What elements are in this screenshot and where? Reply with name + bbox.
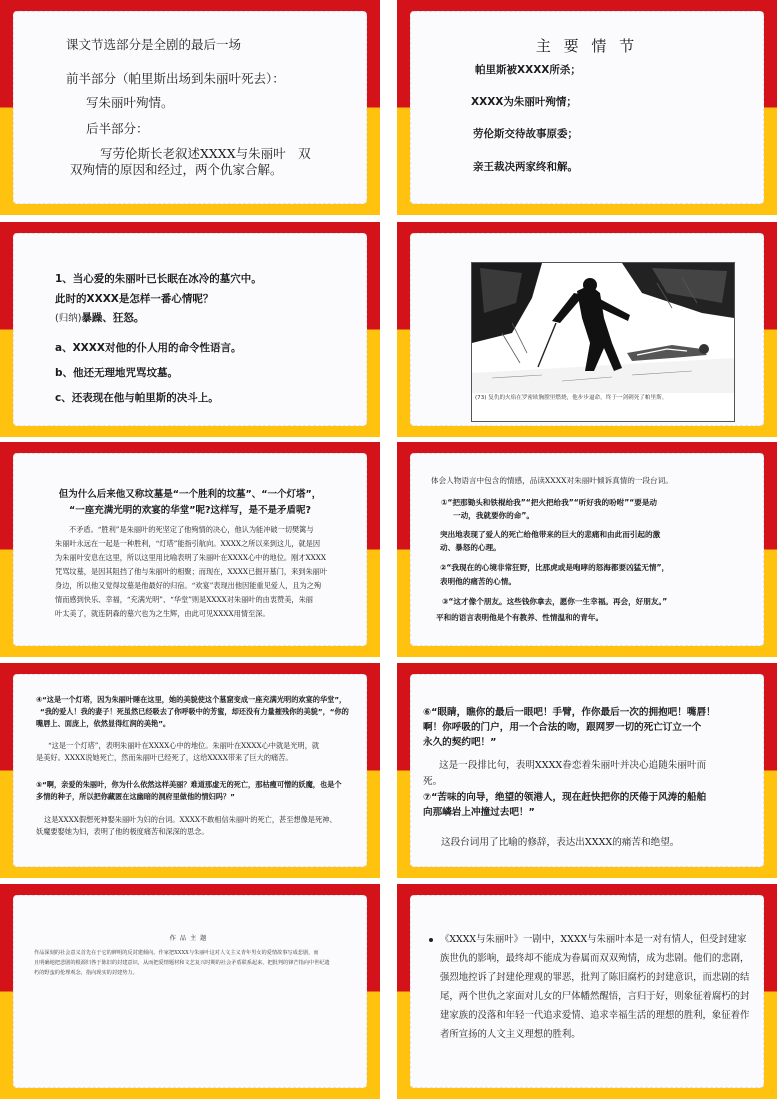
point-b: b、他还无理地咒骂坟墓。	[55, 367, 179, 379]
quote-1-line-1: ①“把那锄头和铁棍给我”“把火把给我”“听好我的吩咐”“要是动	[441, 498, 658, 507]
slide-6	[397, 442, 777, 657]
explanation-4-line-2: 是美好。XXXX说她死亡，然而朱丽叶已经死了，这给XXXX带来了巨大的痛苦。	[36, 753, 293, 762]
conclusion-line-3: 强烈地控诉了封建伦理观的罪恶，批判了陈旧腐朽的封建意识，而悲剧的结	[440, 972, 750, 983]
point-a: a、XXXX对他的仆人用的命令性语言。	[55, 342, 242, 354]
slide-3	[0, 222, 380, 437]
quote-7-line-1: ⑦“苦味的向导，绝望的领港人，现在赶快把你的厌倦于风涛的船舶	[423, 792, 707, 803]
slide-8-card	[410, 674, 764, 867]
bullet-dot	[429, 938, 433, 942]
plot-item-3: 劳伦斯交待故事原委；	[473, 128, 578, 140]
slide-10	[397, 884, 777, 1099]
quote-3: ③“这才像个朋友。这些钱你拿去，愿你一生幸福。再会，好朋友。”	[442, 597, 668, 606]
plot-item-1: 帕里斯被XXXX所杀；	[475, 64, 581, 76]
duel-illustration	[471, 262, 735, 422]
answer-prefix: (归纳)	[55, 313, 82, 324]
explanation-5-line-1: 这是XXXX假想死神娶朱丽叶为妇的台词。XXXX不敢相信朱丽叶的死亡，甚至想像是死神、	[44, 815, 337, 824]
explanation-1-line-1: 突出地表现了爱人的死亡给他带来的巨大的悲痛和由此而引起的激	[440, 530, 661, 539]
explanation-4-line-1: “这是一个灯塔”，表明朱丽叶在XXXX心中的地位。朱丽叶在XXXX心中就是光明，就	[48, 741, 320, 750]
slide-4	[397, 222, 777, 437]
conclusion-line-5: 建家族的没落和年轻一代追求爱情、追求幸福生活的理想的胜利，象征着作	[440, 1010, 750, 1021]
quote-7-line-2: 向那嶙岩上冲撞过去吧！”	[423, 807, 535, 818]
theme-heading: 作品主题	[169, 935, 211, 942]
illustration-caption: (73) 复仇的火焰在罗密欧胸膛里燃烧，他步步逼命，终于一剑刺死了帕里斯。	[475, 395, 668, 401]
quote-6-line-3: 永久的契约吧！”	[423, 737, 497, 748]
slide-5	[0, 442, 380, 657]
conclusion-line-2: 族世仇的影响，最终却不能成为眷属而双双殉情，成为悲剧。他们的悲剧，	[440, 953, 750, 964]
slide-9-card	[13, 895, 367, 1088]
quote-2: ②“我现在的心境非常狂野，比那虎或是咆哮的怒海都要凶猛无情”，	[440, 563, 670, 572]
answer-text: 暴躁、狂怒。	[81, 312, 145, 324]
quote-4-line-2: “我的爱人！我的妻子！死虽然已经吸去了你呼吸中的芳蜜，却还没有力量摧残你的美貌”，“你的	[40, 707, 349, 716]
conclusion-line-1: 《XXXX与朱丽叶》一剧中，XXXX与朱丽叶本是一对有情人，但受封建家	[440, 934, 747, 945]
slide-1-line-1: 课文节选部分是全剧的最后一场	[66, 37, 242, 52]
slide-1-line-4: 后半部分：	[86, 121, 149, 136]
plot-item-4: 亲王裁决两家终和解。	[473, 161, 578, 173]
analysis-line-1: 不矛盾。“胜利”是朱丽叶的死坚定了他殉情的决心，他认为能冲破一切樊篱与	[69, 525, 314, 534]
slide-1-line-2: 前半部分（帕里斯出场到朱丽叶死去）：	[66, 71, 285, 86]
slide-1-line-5: 写劳伦斯长老叙述XXXX与朱丽叶 双	[100, 146, 311, 161]
slide-1-line-3: 写朱丽叶殉情。	[86, 95, 174, 110]
explanation-1-line-2: 动、暴怒的心理。	[440, 543, 501, 552]
theme-line-1: 作品深刻的社会意义首先在于它的鲜明的反封建倾向。作家把XXXX与朱丽叶这对人文主义青年男女的爱情故事写成悲剧，而	[34, 950, 319, 956]
slide-1-line-6: 双殉情的原因和经过，两个仇家合解。	[70, 162, 283, 177]
analysis-line-6: 情而感到快乐、幸福，“充满光明”、“华堂”则是XXXX对朱丽叶的由衷赞美，朱丽	[55, 595, 313, 604]
slide-9	[0, 884, 380, 1099]
quote-5-line-2: 多情的种子，所以把你藏匿在这幽暗的洞府里做他的情妇吗？”	[36, 792, 235, 801]
quote-1-line-2: 一动，我就要你的命”。	[453, 511, 534, 520]
analysis-line-2: 朱丽叶永远在一起是一种胜利，“灯塔”能指引航向。XXXX之所以来到这儿，就是因	[55, 539, 321, 548]
analysis-line-3: 为朱丽叶安息在这里，所以这里用比喻表明了朱丽叶在XXXX心中的地位。刚才XXXX	[55, 553, 326, 562]
slide-2-title: 主 要 情 节	[535, 37, 639, 55]
analysis-line-7: 叶太美了，就连阴森的墓穴也为之生辉，由此可见XXXX用情至深。	[55, 609, 270, 618]
plot-item-2: XXXX为朱丽叶殉情；	[471, 96, 577, 108]
conclusion-line-4: 尾，两个世仇之家面对儿女的尸体幡然醒悟，言归于好，则象征着腐朽的封	[440, 991, 750, 1002]
slide-5-card	[13, 453, 367, 646]
quote-6-line-2: 啊！你呼吸的门户，用一个合法的吻，跟网罗一切的死亡订立一个	[423, 722, 702, 733]
explanation-7: 这段台词用了比喻的修辞，表达出XXXX的痛苦和绝望。	[441, 837, 680, 848]
quote-4-line-1: ④“这是一个灯塔，因为朱丽叶睡在这里，她的美貌使这个墓窟变成一座充满光明的欢宴的华堂”，	[36, 695, 347, 704]
analysis-line-4: 咒骂坟墓，是因其阻挡了他与朱丽叶的相聚；而现在，XXXX已掘开墓门，来到朱丽叶	[55, 567, 328, 576]
explanation-3: 平和的语言表明他是个有教养、性情温和的青年。	[436, 613, 604, 622]
duel-drawing	[472, 263, 734, 393]
question-line-1: 1、当心爱的朱丽叶已长眠在冰冷的墓穴中。	[55, 273, 262, 285]
slide-2-card	[410, 11, 764, 204]
exercise-intro: 体会人物语言中包含的情感，品读XXXX对朱丽叶倾诉真情的一段台词。	[431, 476, 673, 485]
question-heading-1: 但为什么后来他又称坟墓是“一个胜利的坟墓”、“一个灯塔”，	[58, 489, 322, 500]
slide-6-card	[410, 453, 764, 646]
explanation-6-line-1: 这是一段排比句，表明XXXX眷恋着朱丽叶并决心追随朱丽叶而	[439, 760, 707, 771]
quote-6-line-1: ⑥“眼睛，瞧你的最后一眼吧！手臂，作你最后一次的拥抱吧！嘴唇！	[423, 707, 716, 718]
explanation-6-line-2: 死。	[423, 776, 443, 787]
slide-1	[0, 0, 380, 215]
quote-4-line-3: 嘴唇上、面庞上，依然显得红润的美艳”。	[36, 719, 171, 728]
slide-7	[0, 663, 380, 878]
theme-line-2: 且明确地把悲剧的根源归咎于陈旧的封建意识，从而把爱情题材和文艺复兴时期的社会矛盾联系起来，把批判的锋芒指向中世纪遗	[34, 960, 330, 966]
explanation-2: 表明他的痛苦的心情。	[440, 577, 516, 586]
answer-summary	[55, 310, 144, 325]
slide-1-card	[13, 11, 367, 204]
question-line-2: 此时的XXXX是怎样一番心情呢？	[55, 293, 214, 305]
analysis-line-5: 身边，所以他又觉得坟墓是他最好的归宿。“欢宴”表现出他因能重见爱人，且为之殉	[55, 581, 322, 590]
question-heading-2: “一座充满光明的欢宴的华堂”呢?这样写，是不是矛盾呢?	[68, 505, 311, 516]
quote-5-line-1: ⑤“啊，亲爱的朱丽叶，你为什么依然这样美丽？难道那虚无的死亡，那枯瘦可憎的妖魔，也是个	[36, 780, 342, 789]
slide-4-card	[410, 233, 764, 426]
slide-7-card	[13, 674, 367, 867]
slide-8	[397, 663, 777, 878]
slide-3-card	[13, 233, 367, 426]
slide-2	[397, 0, 777, 215]
slide-10-card	[410, 895, 764, 1088]
point-c: c、还表现在他与帕里斯的决斗上。	[55, 392, 219, 404]
theme-line-3: 朽的野蛮的伦理观念，指向现实的封建势力。	[34, 970, 138, 976]
conclusion-line-6: 者所宣扬的人文主义理想的胜利。	[440, 1029, 581, 1040]
explanation-5-line-2: 妖魔要娶她为妇，表明了他的极度痛苦和深深的思念。	[36, 827, 209, 836]
